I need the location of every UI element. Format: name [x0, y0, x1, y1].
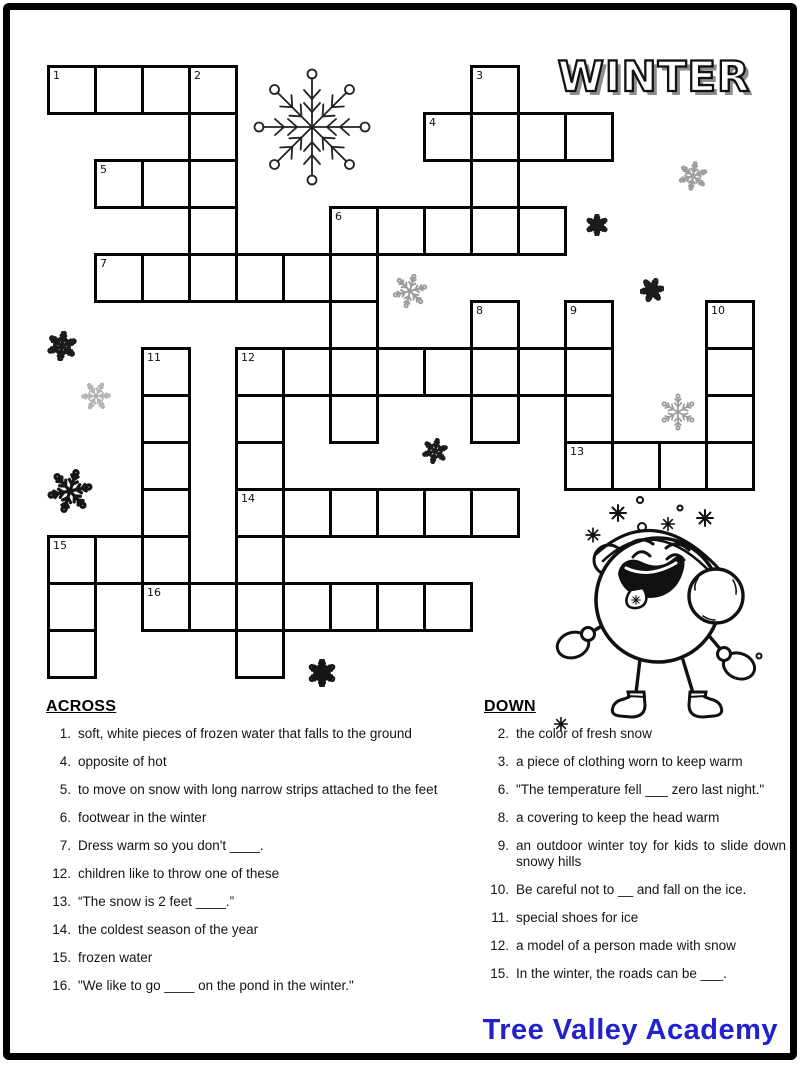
clue-item	[46, 922, 454, 938]
cell-number: 13	[570, 445, 584, 458]
grid-cell[interactable]	[141, 394, 191, 444]
brand-footer: Tree Valley Academy	[482, 1014, 778, 1046]
grid-cell[interactable]	[329, 206, 379, 256]
grid-cell[interactable]	[141, 65, 191, 115]
grid-cell[interactable]	[47, 629, 97, 679]
snowflake-icon	[586, 214, 608, 236]
clue-number: 12.	[52, 866, 71, 881]
cell-number: 9	[570, 304, 577, 317]
page-title: WINTER	[557, 52, 751, 101]
clue-text: In the winter, the roads can be ___.	[516, 966, 727, 981]
clue-item	[484, 938, 786, 954]
clue-number: 15.	[52, 950, 71, 965]
grid-cell[interactable]	[705, 441, 755, 491]
grid-cell[interactable]	[376, 347, 426, 397]
clue-number: 8.	[497, 810, 509, 825]
clue-text: an outdoor winter toy for kids to slide down snowy hills	[516, 838, 786, 869]
grid-cell[interactable]	[94, 253, 144, 303]
clue-text: a piece of clothing worn to keep warm	[516, 754, 743, 769]
cell-number: 6	[335, 210, 342, 223]
grid-cell[interactable]	[705, 347, 755, 397]
clue-number: 10.	[490, 882, 509, 897]
grid-cell[interactable]	[470, 488, 520, 538]
grid-cell[interactable]	[611, 441, 661, 491]
snowflake-icon	[640, 278, 664, 302]
clue-item	[484, 782, 786, 798]
clue-item	[484, 754, 786, 770]
grid-cell[interactable]	[235, 441, 285, 491]
grid-cell[interactable]	[376, 206, 426, 256]
grid-cell[interactable]	[235, 488, 285, 538]
cell-number: 5	[100, 163, 107, 176]
clue-text: to move on snow with long narrow strips attached to the feet	[78, 782, 438, 797]
grid-cell[interactable]	[141, 441, 191, 491]
clue-text: “The snow is 2 feet ____.”	[78, 894, 235, 909]
cell-number: 16	[147, 586, 161, 599]
clue-item	[46, 978, 454, 994]
grid-cell[interactable]	[141, 347, 191, 397]
clue-number: 15.	[490, 966, 509, 981]
grid-cell[interactable]	[423, 582, 473, 632]
grid-cell[interactable]	[188, 159, 238, 209]
grid-cell[interactable]	[94, 535, 144, 585]
grid-cell[interactable]	[564, 300, 614, 350]
grid-cell[interactable]	[517, 206, 567, 256]
cell-number: 7	[100, 257, 107, 270]
clue-number: 1.	[59, 726, 71, 741]
grid-cell[interactable]	[470, 159, 520, 209]
cell-number: 14	[241, 492, 255, 505]
across-clue-list	[46, 726, 454, 994]
grid-cell[interactable]	[141, 582, 191, 632]
clue-text: the color of fresh snow	[516, 726, 652, 741]
grid-cell[interactable]	[329, 300, 379, 350]
grid-cell[interactable]	[188, 582, 238, 632]
cell-number: 4	[429, 116, 436, 129]
clue-text: opposite of hot	[78, 754, 167, 769]
clue-item	[484, 726, 786, 742]
grid-cell[interactable]	[47, 582, 97, 632]
clue-text: Dress warm so you don't ____.	[78, 838, 264, 853]
clue-item	[484, 966, 786, 982]
clue-text: "The temperature fell ___ zero last night."	[516, 782, 765, 797]
grid-cell[interactable]	[564, 347, 614, 397]
grid-cell[interactable]	[141, 488, 191, 538]
grid-cell[interactable]	[329, 582, 379, 632]
cell-number: 1	[53, 69, 60, 82]
cell-number: 12	[241, 351, 255, 364]
grid-cell[interactable]	[282, 347, 332, 397]
grid-cell[interactable]	[235, 253, 285, 303]
cell-number: 11	[147, 351, 161, 364]
grid-cell[interactable]	[470, 112, 520, 162]
grid-cell[interactable]	[188, 206, 238, 256]
grid-cell[interactable]	[141, 253, 191, 303]
grid-cell[interactable]	[376, 582, 426, 632]
grid-cell[interactable]	[47, 535, 97, 585]
grid-cell[interactable]	[235, 582, 285, 632]
snowflake-icon	[659, 393, 697, 431]
clue-item	[46, 894, 454, 910]
clue-text: a model of a person made with snow	[516, 938, 736, 953]
clue-item	[484, 910, 786, 926]
grid-cell[interactable]	[188, 253, 238, 303]
snowflake-icon	[47, 468, 93, 514]
grid-cell[interactable]	[329, 488, 379, 538]
clue-number: 13.	[52, 894, 71, 909]
across-clues-section	[46, 698, 454, 1006]
grid-cell[interactable]	[235, 535, 285, 585]
grid-cell[interactable]	[235, 394, 285, 444]
down-header: DOWN	[484, 698, 536, 715]
grid-cell[interactable]	[470, 206, 520, 256]
clue-text: footwear in the winter	[78, 810, 207, 825]
grid-cell[interactable]	[94, 159, 144, 209]
cell-number: 15	[53, 539, 67, 552]
clue-item	[46, 866, 454, 882]
grid-cell[interactable]	[282, 582, 332, 632]
snowflake-icon	[678, 161, 708, 191]
snowflake-icon	[81, 381, 111, 411]
across-header: ACROSS	[46, 698, 117, 715]
clue-number: 9.	[497, 838, 509, 853]
grid-cell[interactable]	[470, 394, 520, 444]
grid-cell[interactable]	[47, 65, 97, 115]
grid-cell[interactable]	[517, 347, 567, 397]
clue-text: special shoes for ice	[516, 910, 639, 925]
grid-cell[interactable]	[470, 300, 520, 350]
cell-number: 2	[194, 69, 201, 82]
grid-cell[interactable]	[423, 347, 473, 397]
clue-number: 6.	[59, 810, 71, 825]
large-snowflake-icon	[252, 67, 372, 187]
snowflake-icon	[422, 438, 448, 464]
grid-cell[interactable]	[705, 300, 755, 350]
grid-cell[interactable]	[141, 159, 191, 209]
grid-cell[interactable]	[564, 441, 614, 491]
grid-cell[interactable]	[94, 65, 144, 115]
clue-number: 2.	[497, 726, 509, 741]
clue-item	[484, 882, 786, 898]
snowflake-icon	[392, 273, 428, 309]
grid-cell[interactable]	[564, 112, 614, 162]
clue-number: 6.	[497, 782, 509, 797]
clue-number: 5.	[59, 782, 71, 797]
grid-cell[interactable]	[329, 253, 379, 303]
clue-number: 3.	[497, 754, 509, 769]
clue-text: the coldest season of the year	[78, 922, 259, 937]
grid-cell[interactable]	[517, 112, 567, 162]
clue-item	[46, 950, 454, 966]
cell-number: 3	[476, 69, 483, 82]
clue-item	[46, 838, 454, 854]
clue-text: soft, white pieces of frozen water that falls to the ground	[78, 726, 412, 741]
clue-number: 4.	[59, 754, 71, 769]
grid-cell[interactable]	[564, 394, 614, 444]
snowflake-icon	[47, 331, 77, 361]
clue-number: 14.	[52, 922, 71, 937]
clue-item	[46, 754, 454, 770]
grid-cell[interactable]	[423, 112, 473, 162]
clue-text: Be careful not to __ and fall on the ice.	[516, 882, 747, 897]
down-clues-section	[484, 698, 786, 994]
clue-item	[46, 782, 454, 798]
grid-cell[interactable]	[329, 394, 379, 444]
grid-cell[interactable]	[658, 441, 708, 491]
grid-cell[interactable]	[282, 488, 332, 538]
cell-number: 10	[711, 304, 725, 317]
grid-cell[interactable]	[235, 629, 285, 679]
clue-number: 12.	[490, 938, 509, 953]
clue-text: "We like to go ____ on the pond in the winter."	[78, 978, 354, 993]
grid-cell[interactable]	[423, 488, 473, 538]
clue-number: 16.	[52, 978, 71, 993]
clue-text: children like to throw one of these	[78, 866, 280, 881]
clue-item	[484, 838, 786, 870]
grid-cell[interactable]	[376, 488, 426, 538]
cell-number: 8	[476, 304, 483, 317]
clue-text: frozen water	[78, 950, 153, 965]
clue-item	[484, 810, 786, 826]
grid-cell[interactable]	[235, 347, 285, 397]
down-clue-list	[484, 726, 786, 982]
grid-cell[interactable]	[188, 65, 238, 115]
clue-item	[46, 726, 454, 742]
grid-cell[interactable]	[141, 535, 191, 585]
grid-cell[interactable]	[470, 347, 520, 397]
clue-text: a covering to keep the head warm	[516, 810, 720, 825]
clue-number: 11.	[491, 910, 509, 925]
grid-cell[interactable]	[470, 65, 520, 115]
grid-cell[interactable]	[188, 112, 238, 162]
clue-number: 7.	[59, 838, 71, 853]
grid-cell[interactable]	[282, 253, 332, 303]
grid-cell[interactable]	[329, 347, 379, 397]
grid-cell[interactable]	[423, 206, 473, 256]
grid-cell[interactable]	[705, 394, 755, 444]
clue-item	[46, 810, 454, 826]
snowflake-icon	[308, 659, 336, 687]
